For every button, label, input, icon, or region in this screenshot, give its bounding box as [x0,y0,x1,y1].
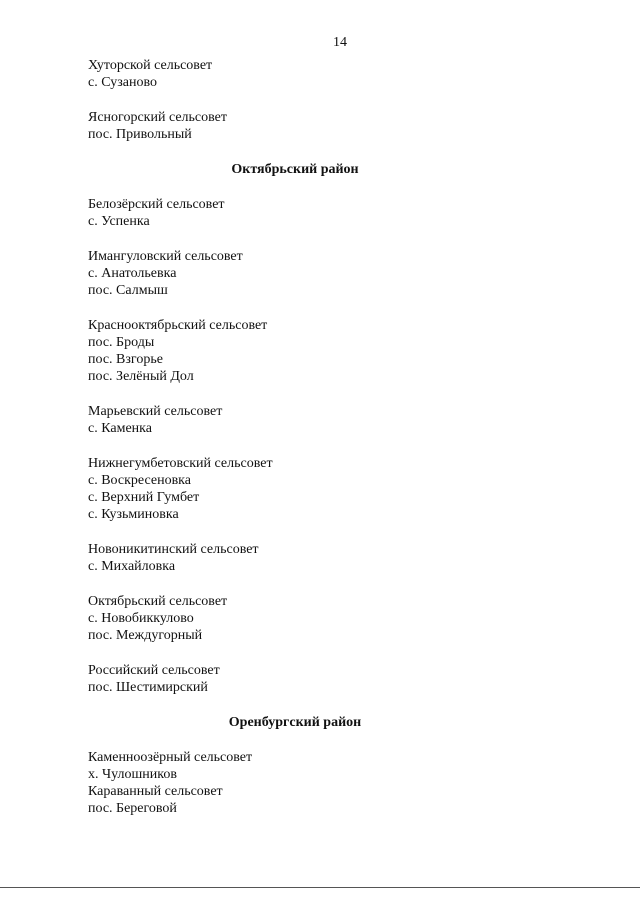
settlement-entry [88,593,588,644]
council-name: Российский сельсовет [88,663,220,678]
council-name: Каменноозёрный сельсовет [88,750,253,765]
council-name: Караванный сельсовет [88,784,223,799]
settlement-name: с. Верхний Гумбет [88,490,200,505]
settlement-name: с. Каменка [88,421,152,436]
settlement-name: х. Чулошников [88,767,177,782]
settlement-name: пос. Шестимирский [88,680,208,695]
settlement-name: с. Новобиккулово [88,611,194,626]
council-name: Хуторской сельсовет [88,58,213,73]
settlement-name: пос. Броды [88,335,155,350]
settlement-entry [88,455,588,523]
settlement-name: с. Анатольевка [88,266,177,281]
settlement-name: пос. Взгорье [88,352,163,367]
document-body [88,57,588,817]
council-name: Новоникитинский сельсовет [88,542,259,557]
settlement-name: с. Кузьминовка [88,507,179,522]
council-name: Краснооктябрьский сельсовет [88,318,268,333]
settlement-name: пос. Междугорный [88,628,203,643]
council-name: Белозёрский сельсовет [88,197,225,212]
settlement-entry [88,57,588,91]
settlement-entry [88,317,588,385]
settlement-entry [88,403,588,437]
settlement-entry [88,196,588,230]
settlement-name: пос. Привольный [88,127,192,142]
page-number: 14 [333,35,347,50]
settlement-name: пос. Зелёный Дол [88,369,194,384]
settlement-entry [88,109,588,143]
settlement-name: с. Воскресеновка [88,473,191,488]
district-heading: Октябрьский район [231,162,359,177]
district-heading: Оренбургский район [228,715,362,730]
council-name: Нижнегумбетовский сельсовет [88,456,273,471]
settlement-entry [88,749,588,817]
settlement-name: с. Михайловка [88,559,176,574]
settlement-entry [88,662,588,696]
council-name: Октябрьский сельсовет [88,594,228,609]
footer-rule [0,887,640,888]
council-name: Марьевский сельсовет [88,404,223,419]
settlement-name: с. Успенка [88,214,150,229]
settlement-entry [88,541,588,575]
settlement-entry [88,248,588,299]
council-name: Имангуловский сельсовет [88,249,243,264]
settlement-name: с. Сузаново [88,75,157,90]
settlement-name: пос. Береговой [88,801,177,816]
settlement-name: пос. Салмыш [88,283,168,298]
council-name: Ясногорский сельсовет [88,110,227,125]
